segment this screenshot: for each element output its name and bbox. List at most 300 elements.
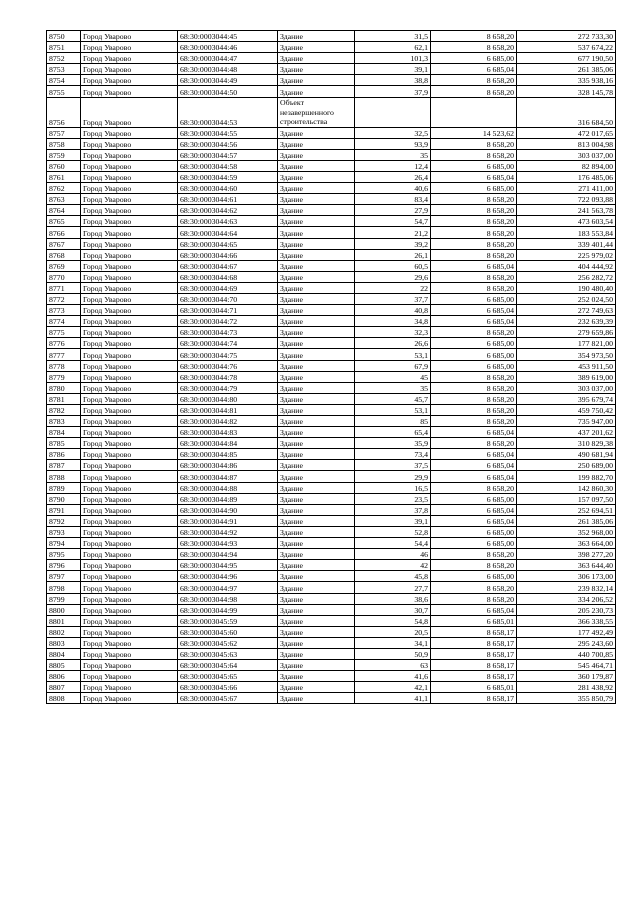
area-cell: 63 xyxy=(355,660,431,671)
unit-cost-cell: 8 658,20 xyxy=(431,271,517,282)
object-type-cell: Здание xyxy=(278,305,355,316)
object-type-cell: Здание xyxy=(278,526,355,537)
area-cell: 42,1 xyxy=(355,682,431,693)
object-type-cell: Здание xyxy=(278,271,355,282)
table-row xyxy=(47,493,616,504)
cadastral-value-cell: 355 850,79 xyxy=(517,693,616,704)
locality-cell: Город Уварово xyxy=(81,482,178,493)
unit-cost-cell: 8 658,20 xyxy=(431,216,517,227)
cadastral-value-cell: 295 243,60 xyxy=(517,637,616,648)
unit-cost-cell: 6 685,04 xyxy=(431,316,517,327)
area-cell: 23,5 xyxy=(355,493,431,504)
row-number-cell: 8804 xyxy=(47,648,81,659)
cadastral-value-cell: 473 603,54 xyxy=(517,216,616,227)
locality-cell: Город Уварово xyxy=(81,438,178,449)
area-cell: 45,7 xyxy=(355,393,431,404)
row-number-cell: 8769 xyxy=(47,260,81,271)
cadastral-number-cell: 68:30:0003044:76 xyxy=(178,360,278,371)
row-number-cell: 8807 xyxy=(47,682,81,693)
cadastral-number-cell: 68:30:0003044:96 xyxy=(178,571,278,582)
cadastral-number-cell: 68:30:0003044:61 xyxy=(178,194,278,205)
unit-cost-cell: 8 658,20 xyxy=(431,86,517,97)
object-type-cell: Здание xyxy=(278,31,355,42)
area-cell xyxy=(355,97,431,127)
locality-cell: Город Уварово xyxy=(81,249,178,260)
unit-cost-cell: 6 685,00 xyxy=(431,349,517,360)
unit-cost-cell: 8 658,20 xyxy=(431,205,517,216)
unit-cost-cell: 8 658,20 xyxy=(431,549,517,560)
object-type-cell: Здание xyxy=(278,393,355,404)
locality-cell: Город Уварово xyxy=(81,149,178,160)
unit-cost-cell: 8 658,20 xyxy=(431,382,517,393)
area-cell: 39,1 xyxy=(355,515,431,526)
object-type-cell: Здание xyxy=(278,493,355,504)
area-cell: 35,9 xyxy=(355,438,431,449)
locality-cell: Город Уварово xyxy=(81,238,178,249)
unit-cost-cell: 8 658,17 xyxy=(431,637,517,648)
row-number-cell: 8783 xyxy=(47,416,81,427)
locality-cell: Город Уварово xyxy=(81,360,178,371)
unit-cost-cell: 14 523,62 xyxy=(431,127,517,138)
cadastral-value-cell: 183 553,84 xyxy=(517,227,616,238)
locality-cell: Город Уварово xyxy=(81,549,178,560)
object-type-cell: Здание xyxy=(278,382,355,393)
cadastral-number-cell: 68:30:0003044:47 xyxy=(178,53,278,64)
cadastral-value-cell: 354 973,50 xyxy=(517,349,616,360)
cadastral-value-cell: 328 145,78 xyxy=(517,86,616,97)
cadastral-number-cell: 68:30:0003044:95 xyxy=(178,560,278,571)
unit-cost-cell: 8 658,20 xyxy=(431,238,517,249)
object-type-cell: Здание xyxy=(278,293,355,304)
row-number-cell: 8755 xyxy=(47,86,81,97)
cadastral-value-cell: 310 829,38 xyxy=(517,438,616,449)
locality-cell: Город Уварово xyxy=(81,693,178,704)
cadastral-value-cell: 334 206,52 xyxy=(517,593,616,604)
unit-cost-cell: 6 685,00 xyxy=(431,571,517,582)
locality-cell: Город Уварово xyxy=(81,31,178,42)
cadastral-value-cell: 352 968,00 xyxy=(517,526,616,537)
locality-cell: Город Уварово xyxy=(81,86,178,97)
unit-cost-cell: 8 658,17 xyxy=(431,660,517,671)
unit-cost-cell xyxy=(431,97,517,127)
area-cell: 52,8 xyxy=(355,526,431,537)
cadastral-number-cell: 68:30:0003044:97 xyxy=(178,582,278,593)
row-number-cell: 8799 xyxy=(47,593,81,604)
table-row xyxy=(47,327,616,338)
area-cell: 85 xyxy=(355,416,431,427)
table-row xyxy=(47,571,616,582)
table-row xyxy=(47,249,616,260)
unit-cost-cell: 8 658,20 xyxy=(431,393,517,404)
row-number-cell: 8781 xyxy=(47,393,81,404)
table-row xyxy=(47,560,616,571)
locality-cell: Город Уварово xyxy=(81,671,178,682)
cadastral-value-cell: 272 749,63 xyxy=(517,305,616,316)
table-row xyxy=(47,338,616,349)
object-type-cell: Здание xyxy=(278,460,355,471)
locality-cell: Город Уварово xyxy=(81,160,178,171)
cadastral-number-cell: 68:30:0003044:53 xyxy=(178,97,278,127)
locality-cell: Город Уварово xyxy=(81,349,178,360)
table-row xyxy=(47,382,616,393)
row-number-cell: 8771 xyxy=(47,282,81,293)
unit-cost-cell: 8 658,20 xyxy=(431,149,517,160)
object-type-cell: Здание xyxy=(278,238,355,249)
cadastral-value-cell: 281 438,92 xyxy=(517,682,616,693)
cadastral-value-cell: 813 004,98 xyxy=(517,138,616,149)
cadastral-value-cell: 279 659,86 xyxy=(517,327,616,338)
row-number-cell: 8789 xyxy=(47,482,81,493)
unit-cost-cell: 8 658,20 xyxy=(431,194,517,205)
cadastral-value-cell: 199 882,70 xyxy=(517,471,616,482)
locality-cell: Город Уварово xyxy=(81,382,178,393)
row-number-cell: 8794 xyxy=(47,538,81,549)
area-cell: 54,4 xyxy=(355,538,431,549)
unit-cost-cell: 8 658,20 xyxy=(431,371,517,382)
unit-cost-cell: 8 658,17 xyxy=(431,626,517,637)
table-row xyxy=(47,626,616,637)
cadastral-number-cell: 68:30:0003044:85 xyxy=(178,449,278,460)
cadastral-number-cell: 68:30:0003044:56 xyxy=(178,138,278,149)
cadastral-value-cell: 205 230,73 xyxy=(517,604,616,615)
table-row xyxy=(47,349,616,360)
cadastral-number-cell: 68:30:0003044:87 xyxy=(178,471,278,482)
locality-cell: Город Уварово xyxy=(81,260,178,271)
row-number-cell: 8793 xyxy=(47,526,81,537)
row-number-cell: 8775 xyxy=(47,327,81,338)
object-type-cell: Здание xyxy=(278,216,355,227)
row-number-cell: 8772 xyxy=(47,293,81,304)
row-number-cell: 8768 xyxy=(47,249,81,260)
unit-cost-cell: 8 658,20 xyxy=(431,227,517,238)
area-cell: 54,8 xyxy=(355,615,431,626)
row-number-cell: 8765 xyxy=(47,216,81,227)
object-type-cell: Здание xyxy=(278,560,355,571)
table-row xyxy=(47,271,616,282)
table-row xyxy=(47,648,616,659)
locality-cell: Город Уварово xyxy=(81,571,178,582)
object-type-cell: Здание xyxy=(278,86,355,97)
locality-cell: Город Уварово xyxy=(81,305,178,316)
cadastral-number-cell: 68:30:0003044:93 xyxy=(178,538,278,549)
object-type-cell: Здание xyxy=(278,515,355,526)
locality-cell: Город Уварово xyxy=(81,293,178,304)
table-row xyxy=(47,316,616,327)
cadastral-value-cell: 545 464,71 xyxy=(517,660,616,671)
locality-cell: Город Уварово xyxy=(81,615,178,626)
cadastral-value-cell: 677 190,50 xyxy=(517,53,616,64)
locality-cell: Город Уварово xyxy=(81,515,178,526)
row-number-cell: 8760 xyxy=(47,160,81,171)
unit-cost-cell: 6 685,04 xyxy=(431,305,517,316)
area-cell: 37,9 xyxy=(355,86,431,97)
area-cell: 93,9 xyxy=(355,138,431,149)
cadastral-number-cell: 68:30:0003044:90 xyxy=(178,504,278,515)
object-type-cell: Здание xyxy=(278,604,355,615)
table-row xyxy=(47,31,616,42)
area-cell: 60,5 xyxy=(355,260,431,271)
cadastral-value-cell: 306 173,00 xyxy=(517,571,616,582)
cadastral-value-cell: 735 947,00 xyxy=(517,416,616,427)
row-number-cell: 8776 xyxy=(47,338,81,349)
unit-cost-cell: 8 658,20 xyxy=(431,75,517,86)
row-number-cell: 8797 xyxy=(47,571,81,582)
row-number-cell: 8754 xyxy=(47,75,81,86)
area-cell: 62,1 xyxy=(355,42,431,53)
unit-cost-cell: 6 685,01 xyxy=(431,615,517,626)
row-number-cell: 8780 xyxy=(47,382,81,393)
cadastral-value-cell: 360 179,87 xyxy=(517,671,616,682)
row-number-cell: 8791 xyxy=(47,504,81,515)
cadastral-number-cell: 68:30:0003044:98 xyxy=(178,593,278,604)
table-row xyxy=(47,427,616,438)
locality-cell: Город Уварово xyxy=(81,593,178,604)
table-row xyxy=(47,449,616,460)
row-number-cell: 8766 xyxy=(47,227,81,238)
table-row xyxy=(47,75,616,86)
cadastral-value-cell: 261 385,06 xyxy=(517,515,616,526)
area-cell: 41,6 xyxy=(355,671,431,682)
cadastral-value-cell: 239 832,14 xyxy=(517,582,616,593)
cadastral-value-cell: 252 694,51 xyxy=(517,504,616,515)
object-type-cell: Здание xyxy=(278,42,355,53)
area-cell: 35 xyxy=(355,149,431,160)
unit-cost-cell: 6 685,00 xyxy=(431,53,517,64)
table-row xyxy=(47,404,616,415)
cadastral-number-cell: 68:30:0003044:57 xyxy=(178,149,278,160)
locality-cell: Город Уварово xyxy=(81,471,178,482)
table-row xyxy=(47,360,616,371)
area-cell: 37,7 xyxy=(355,293,431,304)
table-row xyxy=(47,42,616,53)
area-cell: 38,8 xyxy=(355,75,431,86)
table-row xyxy=(47,438,616,449)
object-type-cell: Здание xyxy=(278,438,355,449)
cadastral-number-cell: 68:30:0003044:71 xyxy=(178,305,278,316)
area-cell: 32,3 xyxy=(355,327,431,338)
object-type-cell: Здание xyxy=(278,249,355,260)
area-cell: 45,8 xyxy=(355,571,431,582)
unit-cost-cell: 8 658,20 xyxy=(431,138,517,149)
cadastral-value-cell: 437 201,62 xyxy=(517,427,616,438)
cadastral-number-cell: 68:30:0003044:50 xyxy=(178,86,278,97)
area-cell: 26,6 xyxy=(355,338,431,349)
cadastral-value-cell: 335 938,16 xyxy=(517,75,616,86)
cadastral-number-cell: 68:30:0003045:62 xyxy=(178,637,278,648)
cadastral-number-cell: 68:30:0003044:74 xyxy=(178,338,278,349)
cadastral-number-cell: 68:30:0003044:49 xyxy=(178,75,278,86)
row-number-cell: 8784 xyxy=(47,427,81,438)
table-row xyxy=(47,515,616,526)
unit-cost-cell: 8 658,17 xyxy=(431,671,517,682)
unit-cost-cell: 6 685,04 xyxy=(431,504,517,515)
row-number-cell: 8767 xyxy=(47,238,81,249)
object-type-cell: Здание xyxy=(278,75,355,86)
area-cell: 37,5 xyxy=(355,460,431,471)
row-number-cell: 8764 xyxy=(47,205,81,216)
unit-cost-cell: 8 658,20 xyxy=(431,31,517,42)
table-row xyxy=(47,194,616,205)
cadastral-number-cell: 68:30:0003044:55 xyxy=(178,127,278,138)
unit-cost-cell: 6 685,04 xyxy=(431,515,517,526)
locality-cell: Город Уварово xyxy=(81,393,178,404)
cadastral-value-cell: 537 674,22 xyxy=(517,42,616,53)
row-number-cell: 8785 xyxy=(47,438,81,449)
cadastral-number-cell: 68:30:0003044:81 xyxy=(178,404,278,415)
row-number-cell: 8753 xyxy=(47,64,81,75)
cadastral-value-cell: 176 485,06 xyxy=(517,171,616,182)
unit-cost-cell: 6 685,00 xyxy=(431,360,517,371)
cadastral-number-cell: 68:30:0003044:89 xyxy=(178,493,278,504)
document-table xyxy=(46,30,616,704)
area-cell: 83,4 xyxy=(355,194,431,205)
cadastral-value-cell: 395 679,74 xyxy=(517,393,616,404)
locality-cell: Город Уварово xyxy=(81,582,178,593)
area-cell: 35 xyxy=(355,382,431,393)
cadastral-value-cell: 82 894,00 xyxy=(517,160,616,171)
object-type-cell: Здание xyxy=(278,138,355,149)
row-number-cell: 8805 xyxy=(47,660,81,671)
row-number-cell: 8790 xyxy=(47,493,81,504)
area-cell: 12,4 xyxy=(355,160,431,171)
cadastral-value-cell: 252 024,50 xyxy=(517,293,616,304)
cadastral-value-cell: 142 860,30 xyxy=(517,482,616,493)
locality-cell: Город Уварово xyxy=(81,504,178,515)
cadastral-number-cell: 68:30:0003044:78 xyxy=(178,371,278,382)
object-type-cell: Здание xyxy=(278,171,355,182)
unit-cost-cell: 8 658,17 xyxy=(431,648,517,659)
row-number-cell: 8798 xyxy=(47,582,81,593)
table-row xyxy=(47,53,616,64)
area-cell: 27,7 xyxy=(355,582,431,593)
cadastral-number-cell: 68:30:0003044:75 xyxy=(178,349,278,360)
cadastral-number-cell: 68:30:0003045:67 xyxy=(178,693,278,704)
cadastral-value-cell: 722 093,88 xyxy=(517,194,616,205)
area-cell: 42 xyxy=(355,560,431,571)
object-type-cell: Здание xyxy=(278,338,355,349)
row-number-cell: 8778 xyxy=(47,360,81,371)
row-number-cell: 8759 xyxy=(47,149,81,160)
cadastral-number-cell: 68:30:0003044:59 xyxy=(178,171,278,182)
cadastral-value-cell: 225 979,02 xyxy=(517,249,616,260)
cadastral-number-cell: 68:30:0003044:69 xyxy=(178,282,278,293)
area-cell: 34,1 xyxy=(355,637,431,648)
unit-cost-cell: 6 685,04 xyxy=(431,449,517,460)
cadastral-value-cell: 177 492,49 xyxy=(517,626,616,637)
object-type-cell: Здание xyxy=(278,538,355,549)
unit-cost-cell: 6 685,04 xyxy=(431,171,517,182)
table-row xyxy=(47,504,616,515)
row-number-cell: 8800 xyxy=(47,604,81,615)
row-number-cell: 8801 xyxy=(47,615,81,626)
cadastral-number-cell: 68:30:0003044:63 xyxy=(178,216,278,227)
area-cell: 53,1 xyxy=(355,404,431,415)
area-cell: 46 xyxy=(355,549,431,560)
area-cell: 30,7 xyxy=(355,604,431,615)
object-type-cell: Здание xyxy=(278,194,355,205)
cadastral-value-cell: 339 401,44 xyxy=(517,238,616,249)
cadastral-number-cell: 68:30:0003044:45 xyxy=(178,31,278,42)
object-type-cell: Здание xyxy=(278,183,355,194)
area-cell: 26,4 xyxy=(355,171,431,182)
object-type-cell: Здание xyxy=(278,504,355,515)
row-number-cell: 8806 xyxy=(47,671,81,682)
row-number-cell: 8786 xyxy=(47,449,81,460)
cadastral-value-cell: 303 037,00 xyxy=(517,149,616,160)
row-number-cell: 8779 xyxy=(47,371,81,382)
cadastral-value-cell: 271 411,00 xyxy=(517,183,616,194)
cadastral-number-cell: 68:30:0003044:80 xyxy=(178,393,278,404)
locality-cell: Город Уварово xyxy=(81,427,178,438)
table-row xyxy=(47,138,616,149)
cadastral-number-cell: 68:30:0003045:65 xyxy=(178,671,278,682)
area-cell: 53,1 xyxy=(355,349,431,360)
cadastral-number-cell: 68:30:0003044:64 xyxy=(178,227,278,238)
unit-cost-cell: 8 658,20 xyxy=(431,282,517,293)
cadastral-value-cell: 398 277,20 xyxy=(517,549,616,560)
area-cell: 16,5 xyxy=(355,482,431,493)
table-row xyxy=(47,282,616,293)
cadastral-value-cell: 256 282,72 xyxy=(517,271,616,282)
locality-cell: Город Уварово xyxy=(81,53,178,64)
table-row xyxy=(47,149,616,160)
cadastral-number-cell: 68:30:0003044:66 xyxy=(178,249,278,260)
locality-cell: Город Уварово xyxy=(81,64,178,75)
object-type-cell: Здание xyxy=(278,648,355,659)
unit-cost-cell: 6 685,00 xyxy=(431,538,517,549)
row-number-cell: 8758 xyxy=(47,138,81,149)
row-number-cell: 8808 xyxy=(47,693,81,704)
area-cell: 26,1 xyxy=(355,249,431,260)
cadastral-number-cell: 68:30:0003044:48 xyxy=(178,64,278,75)
object-type-cell: Здание xyxy=(278,282,355,293)
unit-cost-cell: 6 685,00 xyxy=(431,160,517,171)
area-cell: 50,9 xyxy=(355,648,431,659)
object-type-cell: Здание xyxy=(278,371,355,382)
cadastral-value-cell: 316 684,50 xyxy=(517,97,616,127)
cadastral-number-cell: 68:30:0003044:73 xyxy=(178,327,278,338)
table-row xyxy=(47,460,616,471)
cadastral-value-cell: 472 017,65 xyxy=(517,127,616,138)
table-row xyxy=(47,205,616,216)
cadastral-value-cell: 261 385,06 xyxy=(517,64,616,75)
table-row xyxy=(47,293,616,304)
cadastral-number-cell: 68:30:0003045:60 xyxy=(178,626,278,637)
locality-cell: Город Уварово xyxy=(81,449,178,460)
cadastral-number-cell: 68:30:0003044:99 xyxy=(178,604,278,615)
object-type-cell: Здание xyxy=(278,205,355,216)
locality-cell: Город Уварово xyxy=(81,560,178,571)
locality-cell: Город Уварово xyxy=(81,227,178,238)
object-type-cell: Здание xyxy=(278,260,355,271)
unit-cost-cell: 8 658,20 xyxy=(431,249,517,260)
row-number-cell: 8750 xyxy=(47,31,81,42)
cadastral-value-cell: 241 563,78 xyxy=(517,205,616,216)
cadastral-number-cell: 68:30:0003044:82 xyxy=(178,416,278,427)
object-type-cell: Здание xyxy=(278,416,355,427)
object-type-cell: Объект незавершенного строительства xyxy=(278,97,355,127)
table-body xyxy=(47,31,616,704)
cadastral-value-cell: 272 733,30 xyxy=(517,31,616,42)
object-type-cell: Здание xyxy=(278,427,355,438)
area-cell: 54,7 xyxy=(355,216,431,227)
locality-cell: Город Уварово xyxy=(81,538,178,549)
table-row xyxy=(47,64,616,75)
row-number-cell: 8782 xyxy=(47,404,81,415)
area-cell: 65,4 xyxy=(355,427,431,438)
object-type-cell: Здание xyxy=(278,637,355,648)
locality-cell: Город Уварово xyxy=(81,637,178,648)
